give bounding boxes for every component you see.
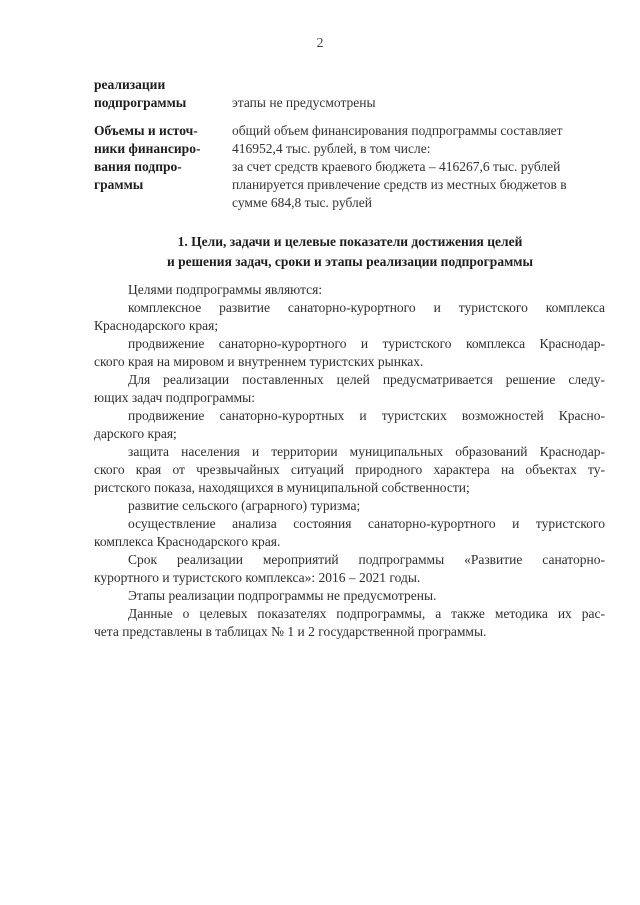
paragraph-line: продвижение санаторно-курортного и туристского комплекса Краснодар- bbox=[128, 336, 605, 351]
section-heading-line: 1. Цели, задачи и целевые показатели достижения целей bbox=[177, 234, 523, 249]
passport-row-funding bbox=[94, 122, 614, 212]
paragraph bbox=[94, 407, 605, 443]
paragraph bbox=[94, 281, 605, 299]
passport-value-line: планируется привлечение средств из местных бюджетов в bbox=[232, 177, 567, 192]
passport-label: реализации подпрограммы bbox=[94, 77, 187, 110]
paragraph-line: Для реализации поставленных целей предусматривается решение следу- bbox=[128, 372, 605, 387]
paragraph-line: Этапы реализации подпрограммы не предусмотрены. bbox=[128, 588, 437, 603]
passport-value-line: за счет средств краевого бюджета – 416267,6 тыс. рублей bbox=[232, 159, 561, 174]
passport-value-line: этапы не предусмотрены bbox=[232, 95, 376, 110]
passport-value bbox=[232, 122, 614, 212]
paragraph bbox=[94, 371, 605, 407]
passport-value bbox=[232, 76, 614, 112]
paragraph-line: ского края на мировом и внутреннем туристских рынках. bbox=[94, 354, 424, 369]
paragraph-line: ского края от чрезвычайных ситуаций природного характера на объектах ту- bbox=[94, 462, 605, 477]
passport-value-line: сумме 684,8 тыс. рублей bbox=[232, 195, 372, 210]
paragraph bbox=[94, 605, 605, 641]
paragraph-line: Срок реализации мероприятий подпрограммы «Развитие санаторно- bbox=[128, 552, 605, 567]
paragraph-line: ющих задач подпрограммы: bbox=[94, 390, 256, 405]
paragraph-line: Краснодарского края; bbox=[94, 318, 219, 333]
paragraph-line: продвижение санаторно-курортных и туристских возможностей Красно- bbox=[128, 408, 605, 423]
paragraph bbox=[94, 515, 605, 551]
paragraph bbox=[94, 497, 605, 515]
paragraph-line: чета представлены в таблицах № 1 и 2 государственной программы. bbox=[94, 624, 487, 639]
paragraph bbox=[94, 551, 605, 587]
paragraph-line: комплекса Краснодарского края. bbox=[94, 534, 281, 549]
paragraph bbox=[94, 299, 605, 335]
passport-label: Объемы и источ- ники финансиро- вания подпро- граммы bbox=[94, 123, 201, 192]
paragraph bbox=[94, 587, 605, 605]
passport-table bbox=[94, 76, 614, 212]
page-number: 2 bbox=[316, 36, 324, 51]
body-text bbox=[94, 281, 605, 641]
paragraph-line: защита населения и территории муниципальных образований Краснодар- bbox=[128, 444, 605, 459]
paragraph-line: Данные о целевых показателях подпрограммы, а также методика их рас- bbox=[128, 606, 605, 621]
passport-value-line: 416952,4 тыс. рублей, в том числе: bbox=[232, 141, 431, 156]
paragraph-line: осуществление анализа состояния санаторно-курортного и туристского bbox=[128, 516, 605, 531]
passport-row-stages bbox=[94, 76, 614, 112]
section-heading-line: и решения задач, сроки и этапы реализации подпрограммы bbox=[166, 254, 534, 269]
paragraph-line: дарского края; bbox=[94, 426, 177, 441]
section-heading bbox=[94, 232, 606, 272]
paragraph-line: комплексное развитие санаторно-курортного и туристского комплекса bbox=[128, 300, 605, 315]
paragraph-line: Целями подпрограммы являются: bbox=[128, 282, 323, 297]
passport-value-line: общий объем финансирования подпрограммы составляет bbox=[232, 123, 563, 138]
paragraph-line: развитие сельского (аграрного) туризма; bbox=[128, 498, 361, 513]
paragraph-line: курортного и туристского комплекса»: 2016 – 2021 годы. bbox=[94, 570, 421, 585]
paragraph-line: ристского показа, находящихся в муниципальной собственности; bbox=[94, 480, 470, 495]
paragraph bbox=[94, 335, 605, 371]
passport-value-line bbox=[232, 76, 614, 94]
paragraph bbox=[94, 443, 605, 497]
